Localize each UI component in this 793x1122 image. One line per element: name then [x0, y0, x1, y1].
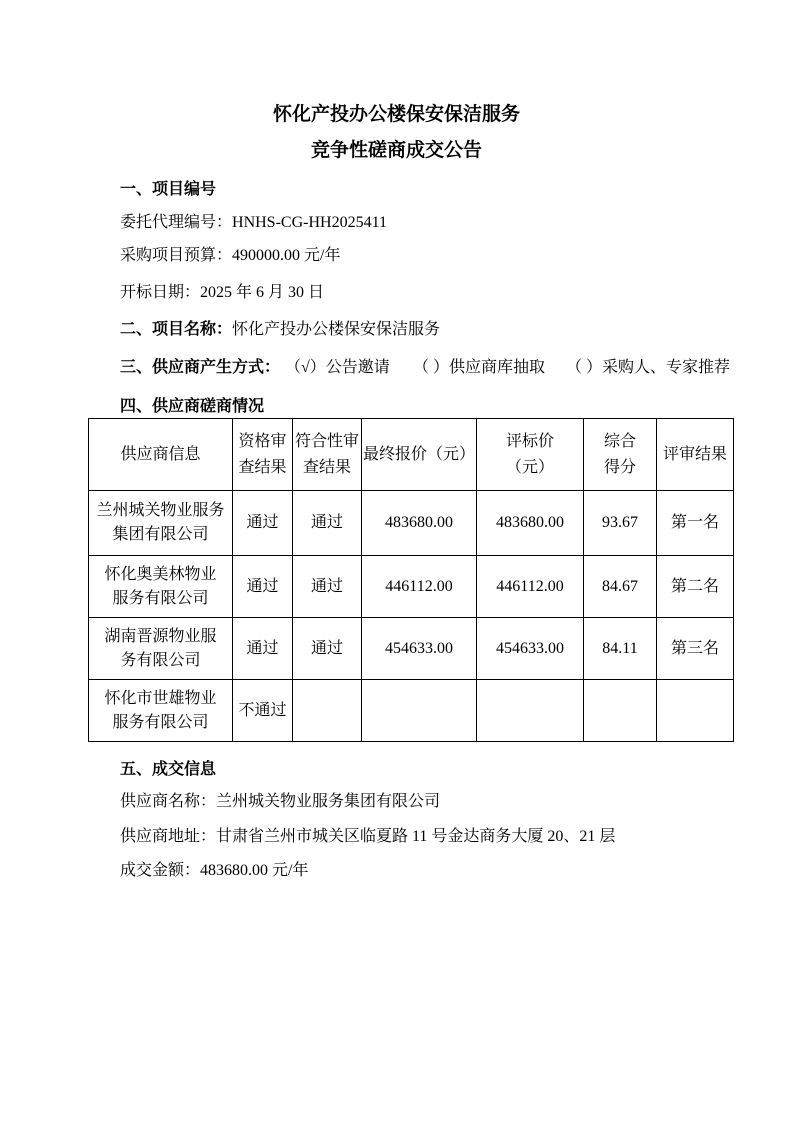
compliance-cell: 通过 [293, 618, 362, 680]
open-date-value: 2025 年 6 月 30 日 [200, 284, 325, 301]
project-name-value: 怀化产投办公楼保安保洁服务 [232, 321, 441, 338]
deal-supplier-name-label: 供应商名称： [120, 793, 217, 810]
method-option-recommendation: （ ）采购人、专家推荐 [566, 359, 731, 376]
section-heading-project-number: 一、项目编号 [120, 181, 217, 198]
eval-price-cell [477, 680, 584, 742]
qualification-cell: 通过 [233, 618, 293, 680]
eval-price-cell: 483680.00 [477, 491, 584, 556]
header-text: 查结果 [302, 458, 351, 476]
open-date-label: 开标日期： [120, 284, 201, 301]
deal-amount-line [120, 862, 308, 880]
section-heading-supplier-method: 三、供应商产生方式： [120, 359, 281, 376]
negotiation-table [88, 418, 734, 742]
header-text: 查结果 [238, 458, 287, 476]
header-score [584, 419, 657, 491]
section-heading-deal-info: 五、成交信息 [120, 761, 217, 778]
section-heading-project-name: 二、项目名称： [120, 321, 233, 338]
header-text: 最终报价（元） [362, 445, 475, 463]
qualification-cell: 通过 [233, 491, 293, 556]
header-text: （元） [505, 458, 554, 476]
header-final-price [362, 419, 477, 491]
qualification-cell: 不通过 [233, 680, 293, 742]
budget-value: 490000.00 元/年 [232, 247, 341, 264]
agency-code-value: HNHS-CG-HH2025411 [232, 214, 387, 231]
compliance-cell: 通过 [293, 556, 362, 618]
supplier-name-cell [89, 556, 233, 618]
compliance-cell [293, 680, 362, 742]
qualification-cell: 通过 [233, 556, 293, 618]
score-cell: 84.67 [584, 556, 657, 618]
result-cell: 第三名 [657, 618, 734, 680]
supplier-name-line: 兰州城关物业服务 [96, 502, 225, 519]
deal-supplier-address-value: 甘肃省兰州市城关区临夏路 11 号金达商务大厦 20、21 层 [216, 828, 616, 845]
deal-supplier-address-line [120, 828, 615, 846]
header-compliance [293, 419, 362, 491]
final-price-cell: 483680.00 [362, 491, 477, 556]
supplier-name-line: 怀化奥美林物业 [104, 565, 217, 583]
open-date-line [120, 284, 324, 302]
header-text: 资格审 [238, 432, 287, 450]
score-cell [584, 680, 657, 742]
eval-price-cell: 454633.00 [477, 618, 584, 680]
eval-price-cell: 446112.00 [477, 556, 584, 618]
result-cell [657, 680, 734, 742]
header-qualification [233, 419, 293, 491]
supplier-name-cell [89, 491, 233, 556]
final-price-cell: 454633.00 [362, 618, 477, 680]
method-option-supplier-pool: （ ）供应商库抽取 [413, 359, 546, 376]
final-price-cell [362, 680, 477, 742]
final-price-cell: 446112.00 [362, 556, 477, 618]
header-eval-price [477, 419, 584, 491]
result-cell: 第一名 [657, 491, 734, 556]
header-result [657, 419, 734, 491]
header-text: 供应商信息 [120, 445, 201, 463]
compliance-cell: 通过 [293, 491, 362, 556]
supplier-name-line: 服务有限公司 [112, 713, 209, 731]
table-row [89, 556, 734, 618]
section-heading-negotiation: 四、供应商磋商情况 [120, 398, 265, 415]
supplier-name-cell [89, 618, 233, 680]
budget-line [120, 247, 340, 265]
score-cell: 93.67 [584, 491, 657, 556]
supplier-name-line: 服务有限公司 [112, 589, 209, 607]
deal-amount-value: 483680.00 元/年 [200, 862, 309, 879]
header-text: 评标价 [505, 432, 554, 450]
deal-supplier-name-value: 兰州城关物业服务集团有限公司 [216, 793, 441, 810]
deal-amount-label: 成交金额： [120, 862, 201, 879]
budget-label: 采购项目预算： [120, 247, 233, 264]
deal-supplier-name-line [120, 793, 440, 811]
supplier-name-line: 务有限公司 [120, 651, 201, 669]
supplier-name-line: 湖南晋源物业服 [104, 627, 217, 645]
method-option-public-invitation: （√）公告邀请 [285, 359, 390, 376]
agency-code-label: 委托代理编号： [120, 214, 233, 231]
header-text: 综合 [603, 432, 636, 450]
table-row [89, 618, 734, 680]
table-row [89, 491, 734, 556]
agency-code-line [120, 214, 387, 232]
supplier-name-line: 怀化市世雄物业 [104, 689, 217, 707]
table-header-row [89, 419, 734, 491]
announcement-title: 怀化产投办公楼保安保洁服务 [272, 104, 520, 125]
header-supplier-info [89, 419, 233, 491]
score-cell: 84.11 [584, 618, 657, 680]
table-row [89, 680, 734, 742]
deal-supplier-address-label: 供应商地址： [120, 828, 217, 845]
supplier-name-cell [89, 680, 233, 742]
announcement-subtitle: 竞争性磋商成交公告 [310, 140, 482, 161]
header-text: 符合性审 [294, 432, 359, 450]
header-text: 评审结果 [662, 445, 727, 463]
header-text: 得分 [603, 458, 636, 476]
result-cell: 第二名 [657, 556, 734, 618]
supplier-name-line: 集团有限公司 [112, 526, 209, 543]
